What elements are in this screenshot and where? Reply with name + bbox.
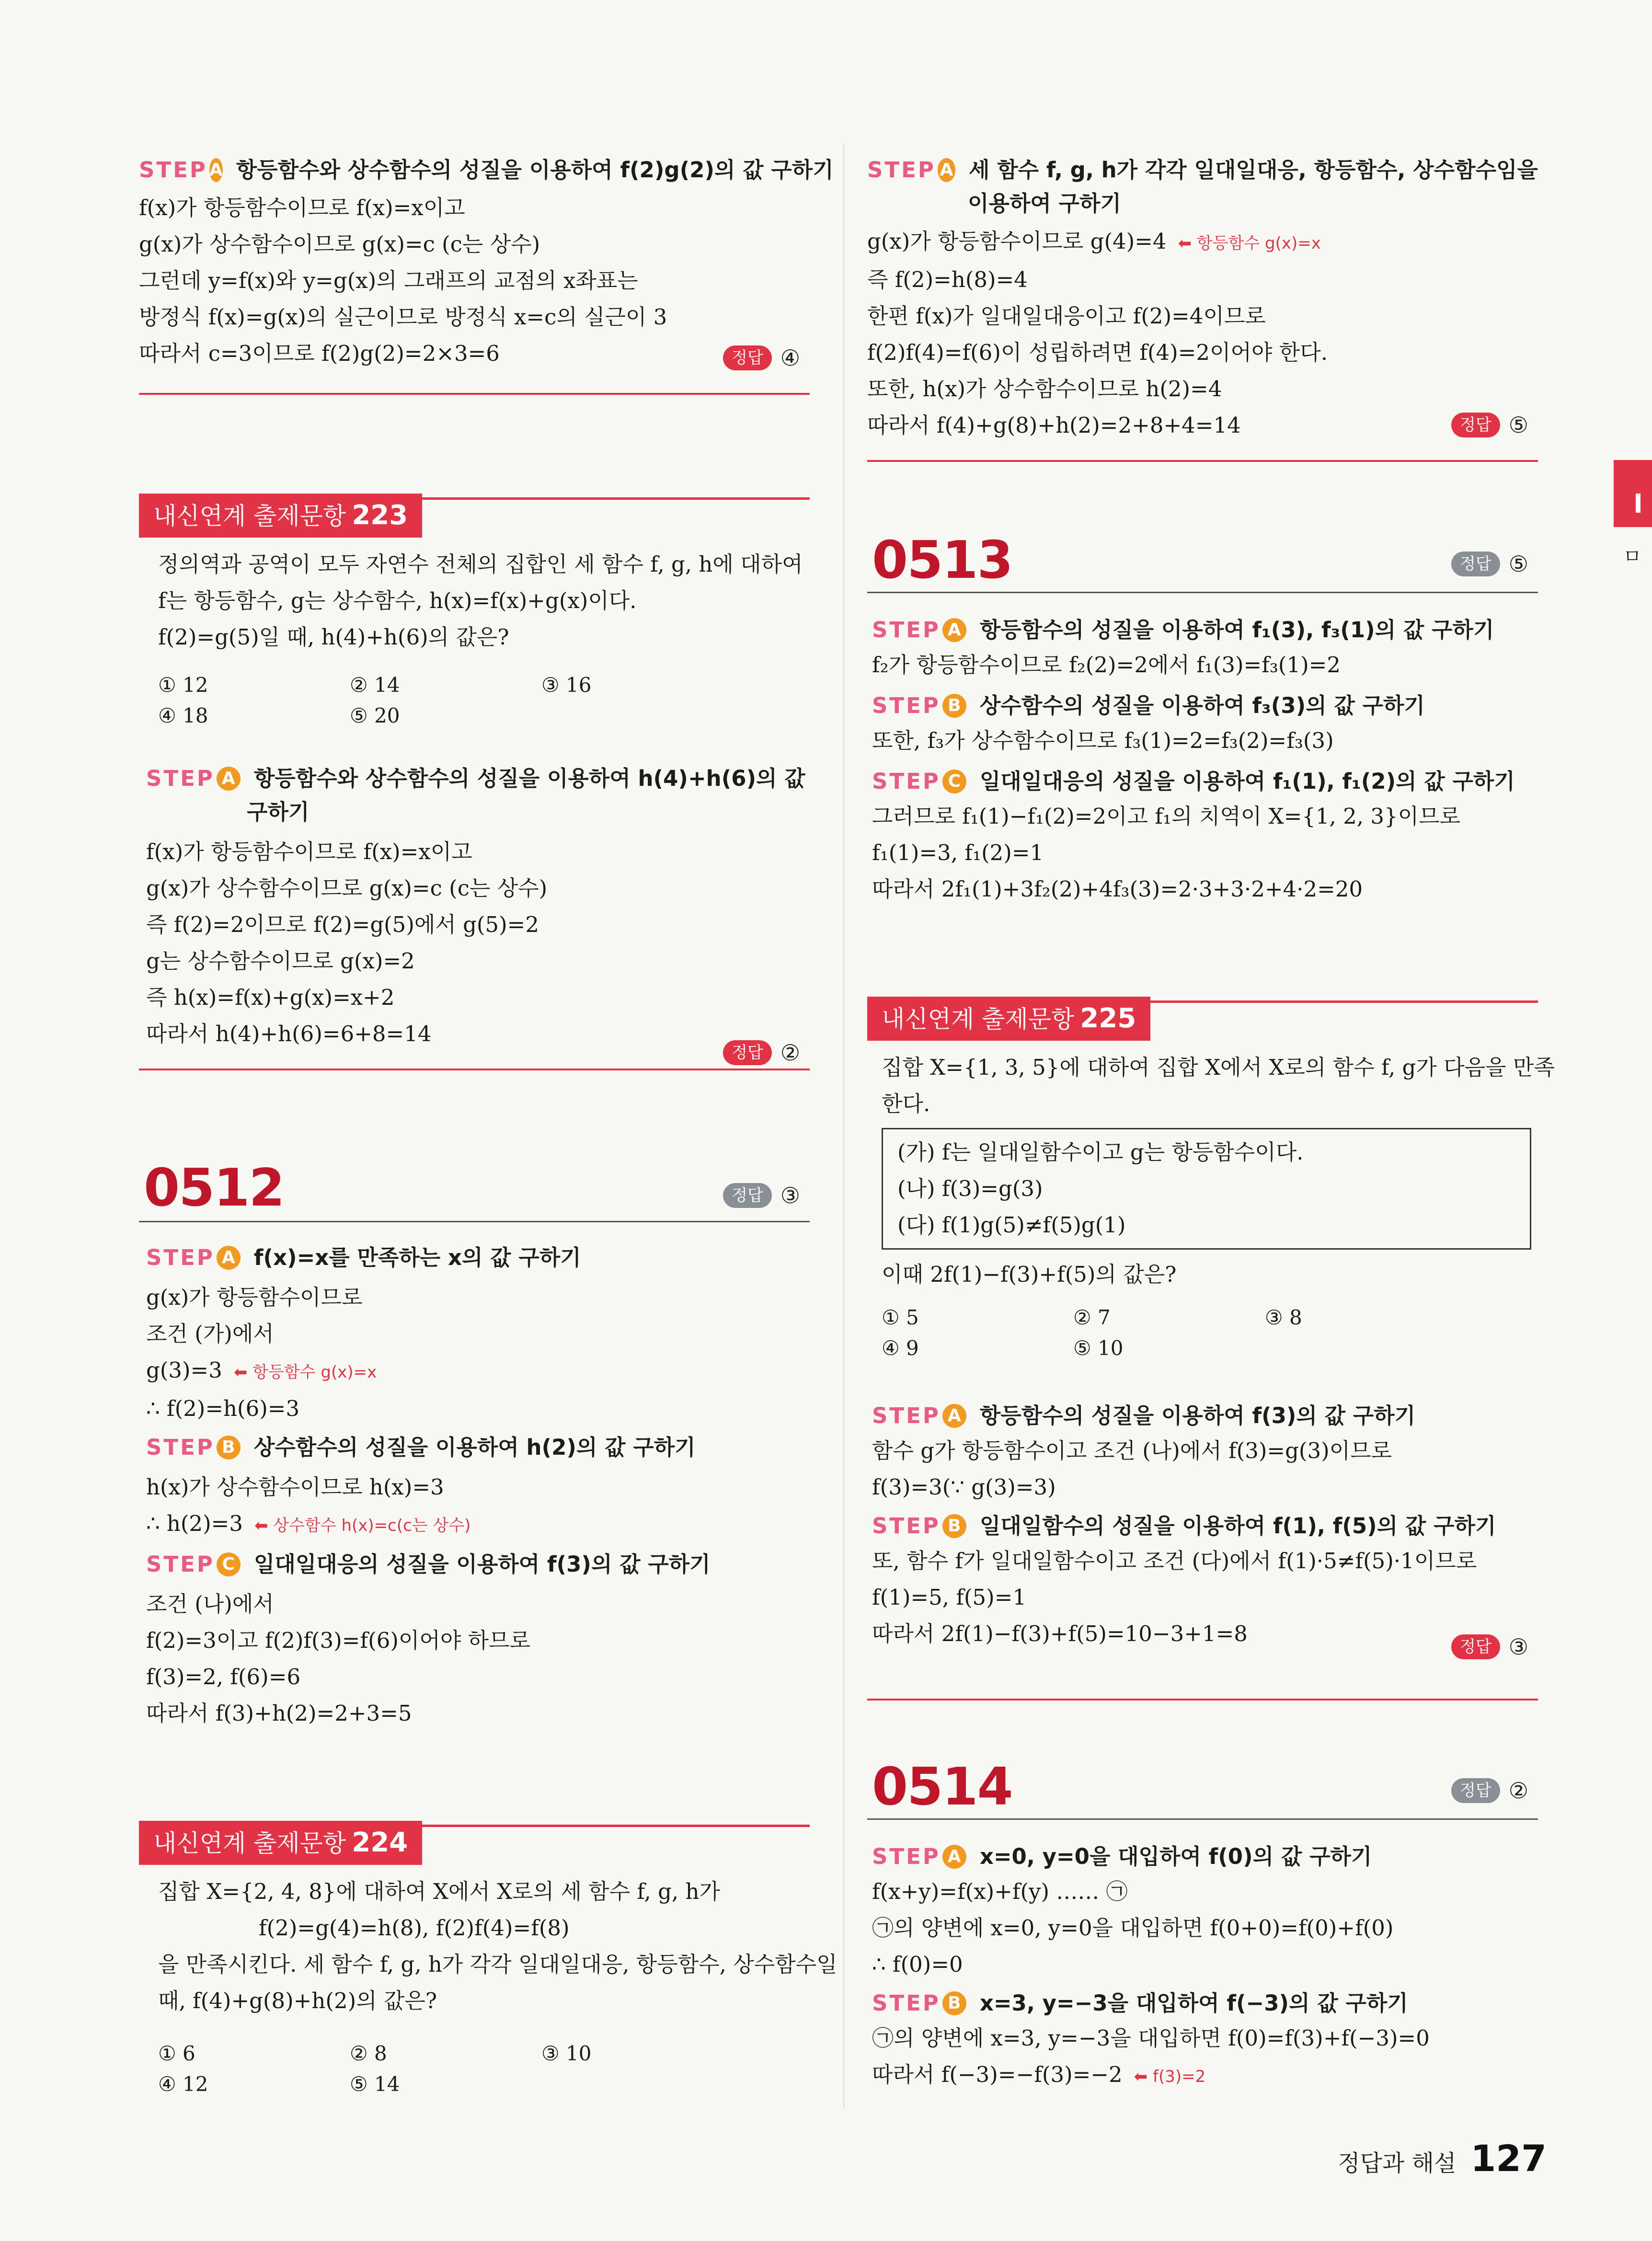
solution-line: 그런데 y=f(x)와 y=g(x)의 그래프의 교점의 x좌표는 (139, 268, 638, 293)
step-a-header: STEP A 항등함수의 성질을 이용하여 f(3)의 값 구하기 (872, 1403, 1416, 1428)
answer-badge: 정답 ⑤ (1451, 551, 1528, 577)
choice: ④ 18 (158, 704, 208, 727)
step-a-header: STEP A f(x)=x를 만족하는 x의 값 구하기 (146, 1245, 581, 1270)
solution-line: 즉 h(x)=f(x)+g(x)=x+2 (146, 985, 395, 1010)
solution-line: 즉 f(2)=2이므로 f(2)=g(5)에서 g(5)=2 (146, 912, 539, 937)
answer-badge: 정답 ③ (1451, 1634, 1528, 1660)
annotation-note: ⬅ 상수함수 h(x)=c(c는 상수) (254, 1516, 471, 1535)
choice: ⑤ 20 (350, 704, 400, 727)
problem-number: 0512 (144, 1158, 284, 1218)
choices: ① 5 ② 7 ③ 8 ④ 9 ⑤ 10 (882, 1306, 1302, 1360)
answer-badge: 정답 ⑤ (1451, 412, 1528, 438)
step-b-header: STEP B 상수함수의 성질을 이용하여 f₃(3)의 값 구하기 (872, 693, 1425, 718)
solution-block-top-left (139, 153, 834, 372)
step-a-header: STEP A 항등함수와 상수함수의 성질을 이용하여 h(4)+h(6)의 값 (146, 766, 805, 791)
solution-line: 따라서 c=3이므로 f(2)g(2)=2×3=6 (139, 341, 500, 366)
section-rule (139, 393, 810, 395)
footer-label: 정답과 해설 (1338, 2150, 1457, 2177)
solution-line: f(x)가 항등함수이므로 f(x)=x이고 (146, 839, 472, 864)
page-footer (1338, 2137, 1547, 2180)
annotation-note: ⬅ 항등함수 g(x)=x (1178, 234, 1321, 253)
problem-number: 0513 (872, 530, 1012, 590)
problem-tag: 내신연계 출제문항 225 (867, 997, 1150, 1041)
problem-number: 0514 (872, 1757, 1012, 1817)
step-a-header: STEP A 항등함수의 성질을 이용하여 f₁(3), f₃(1)의 값 구하기 (872, 617, 1494, 643)
number-rule (867, 1818, 1538, 1820)
solution-line: 따라서 h(4)+h(6)=6+8=14 (146, 1021, 432, 1046)
number-rule (867, 592, 1538, 593)
column-divider (843, 144, 844, 2108)
step-c-header: STEP C 일대일대응의 성질을 이용하여 f(3)의 값 구하기 (146, 1551, 711, 1577)
side-tab-notch (1636, 494, 1641, 513)
chapter-side-tab (1614, 460, 1652, 527)
annotation-note: ⬅ 항등함수 g(x)=x (233, 1363, 377, 1382)
answer-badge: 정답 ② (1451, 1778, 1528, 1804)
section-rule (867, 460, 1538, 462)
step-a-header: STEP A 세 함수 f, g, h가 각각 일대일대응, 항등함수, 상수함수임을 (867, 157, 1538, 183)
answer-badge: 정답 ④ (723, 345, 800, 371)
step-b-header: STEP B 일대일함수의 성질을 이용하여 f(1), f(5)의 값 구하기 (872, 1513, 1496, 1539)
side-tab-mark: ㅁ (1623, 546, 1641, 568)
section-rule (139, 1069, 810, 1070)
problem-line: f는 항등함수, g는 상수함수, h(x)=f(x)+g(x)이다. (158, 588, 637, 613)
solution-block-top-right: STEP A 세 함수 f, g, h가 각각 일대일대응, 항등함수, 상수함수임을 이용하여 구하기 g(x)가 항등함수이므로 g(4)=4 ⬅ 항등함수 g(x)=x 즉 f(2)=h(8)=4 한편 f(x)가 일대일대응이고 f(2)=4이므로 f(2)f(4)=f(6)이 성립하려면 f(4)=2이어야 한다. 또한, h(x)가 상수함수이므로 h(2)=4 따라서 f(4)+g(8)+h(2)=2+8+4=14 정답 ⑤ (867, 153, 1538, 444)
solution-line: g(x)가 상수함수이므로 g(x)=c (c는 상수) (146, 875, 548, 901)
number-rule (139, 1221, 810, 1222)
solution-line: 방정식 f(x)=g(x)의 실근이므로 방정식 x=c의 실근이 3 (139, 304, 667, 330)
solution-line: f(x)가 항등함수이므로 f(x)=x이고 (139, 195, 465, 220)
problem-tag: 내신연계 출제문항 223 (139, 494, 422, 538)
step-b-header: STEP B x=3, y=−3을 대입하여 f(−3)의 값 구하기 (872, 1990, 1408, 2016)
page-number: 127 (1470, 2137, 1547, 2180)
step-a-header: STEP A 항등함수와 상수함수의 성질을 이용하여 f(2)g(2)의 값 구하기 (139, 157, 834, 183)
choice: ② 14 (350, 673, 400, 697)
choice: ③ 16 (541, 673, 592, 697)
solution-line: g는 상수함수이므로 g(x)=2 (146, 948, 415, 974)
answer-badge: 정답 ③ (723, 1183, 800, 1208)
step-a-header: STEP A x=0, y=0을 대입하여 f(0)의 값 구하기 (872, 1844, 1372, 1869)
section-rule (867, 1699, 1538, 1701)
problem-line: 정의역과 공역이 모두 자연수 전체의 집합인 세 함수 f, g, h에 대하여 (158, 552, 803, 577)
step-b-header: STEP B 상수함수의 성질을 이용하여 h(2)의 값 구하기 (146, 1435, 696, 1460)
step-badge: A (209, 158, 223, 182)
annotation-note: ⬅ f(3)=2 (1134, 2067, 1206, 2086)
condition-box: (가) f는 일대일함수이고 g는 항등함수이다. (나) f(3)=g(3) (다) f(1)g(5)≠f(5)g(1) (882, 1128, 1531, 1250)
step-c-header: STEP C 일대일대응의 성질을 이용하여 f₁(1), f₁(2)의 값 구하기 (872, 769, 1515, 794)
answer-badge: 정답 ② (723, 1040, 800, 1066)
solution-line: g(x)가 상수함수이므로 g(x)=c (c는 상수) (139, 231, 540, 257)
problem-tag: 내신연계 출제문항 224 (139, 1821, 422, 1865)
choices: ① 6 ② 8 ③ 10 ④ 12 ⑤ 14 (158, 2042, 592, 2096)
choices (158, 670, 810, 731)
problem-line: f(2)=g(5)일 때, h(4)+h(6)의 값은? (158, 624, 509, 650)
choice: ① 12 (158, 673, 208, 697)
